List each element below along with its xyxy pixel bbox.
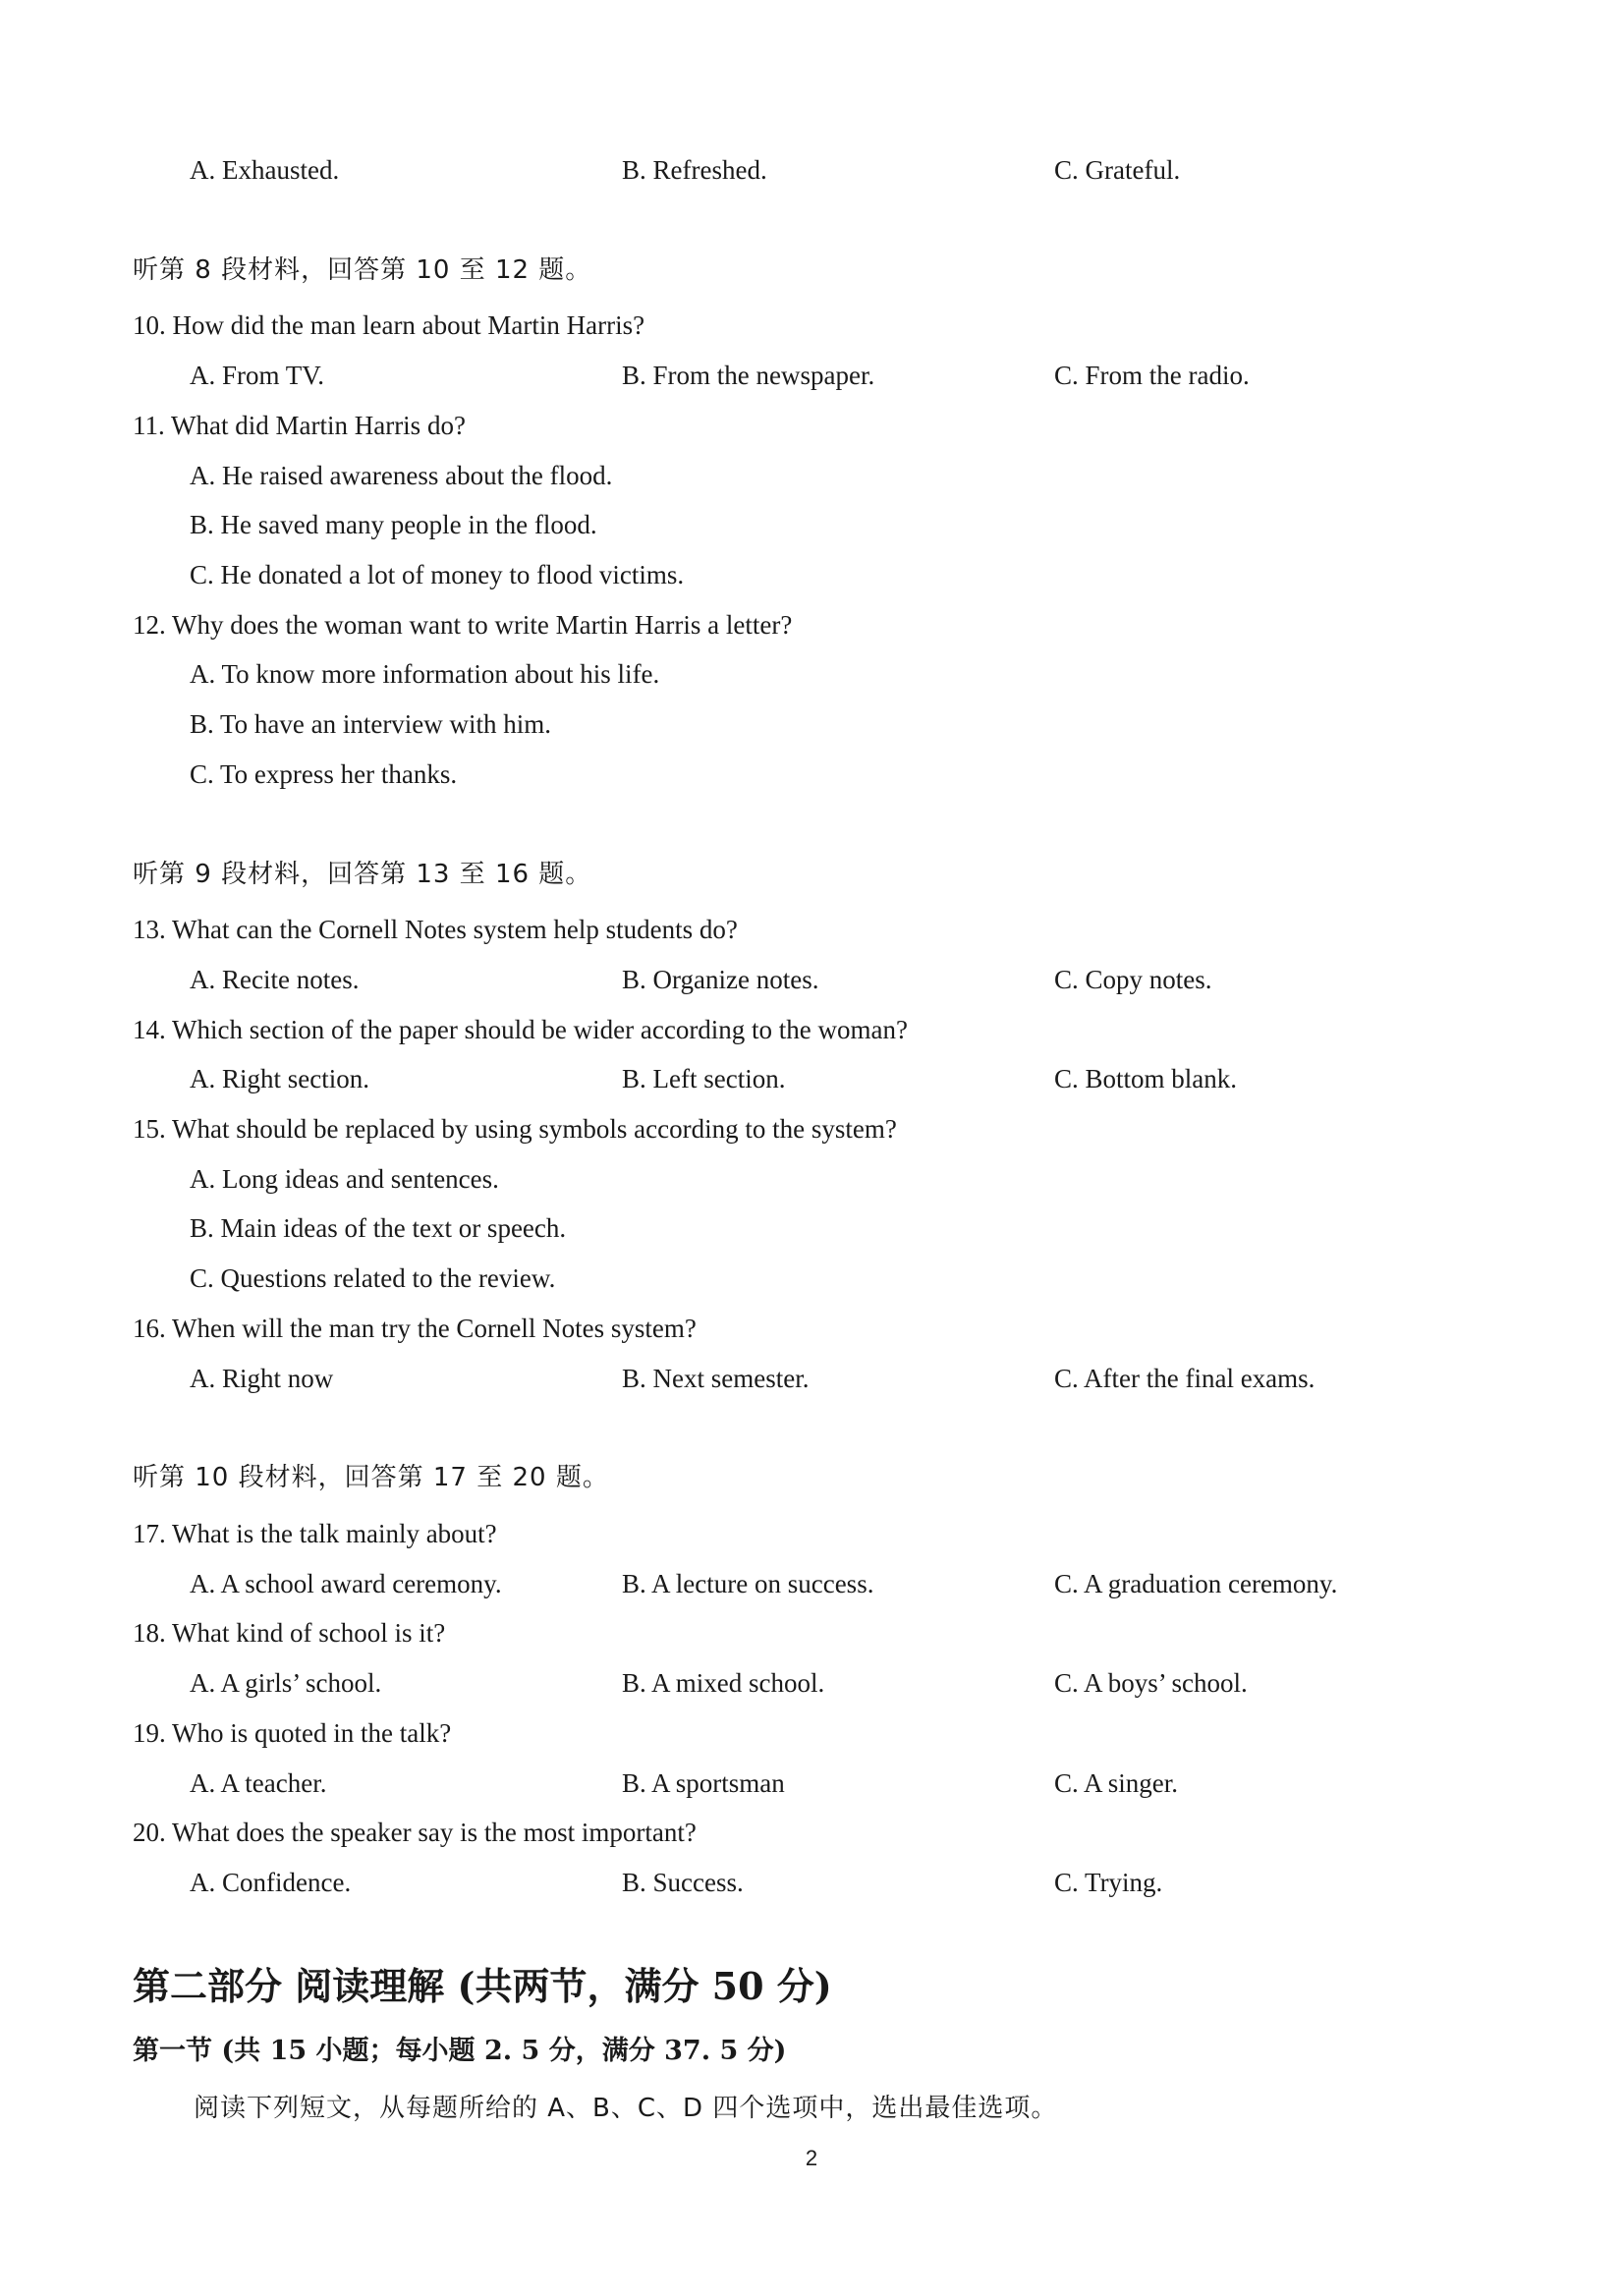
q12-text: 12. Why does the woman want to write Martin Harris a letter? — [133, 610, 793, 640]
q19-text: 19. Who is quoted in the talk? — [133, 1718, 452, 1748]
q12-option-a: A. To know more information about his life. — [190, 659, 660, 689]
q14-option-c: C. Bottom blank. — [1054, 1064, 1238, 1093]
q16-option-c: C. After the final exams. — [1054, 1364, 1315, 1393]
q9-option-b: B. Refreshed. — [622, 155, 767, 185]
q17-option-b: B. A lecture on success. — [622, 1569, 874, 1598]
q17-option-a: A. A school award ceremony. — [190, 1569, 502, 1598]
part2-subtitle: 第一节 (共 15 小题；每小题 2. 5 分，满分 37. 5 分) — [133, 2036, 787, 2066]
q13-option-a: A. Recite notes. — [190, 965, 360, 994]
q15-option-c: C. Questions related to the review. — [190, 1263, 556, 1293]
q18-option-c: C. A boys’ school. — [1054, 1668, 1248, 1698]
q16-text: 16. When will the man try the Cornell Notes system? — [133, 1314, 697, 1343]
q13-option-c: C. Copy notes. — [1054, 965, 1212, 994]
q15-option-b: B. Main ideas of the text or speech. — [190, 1213, 567, 1243]
q20-option-b: B. Success. — [622, 1868, 744, 1897]
q11-option-c: C. He donated a lot of money to flood victims. — [190, 560, 685, 589]
q19-option-a: A. A teacher. — [190, 1768, 327, 1798]
q12-option-b: B. To have an interview with him. — [190, 709, 552, 739]
section10-instruction: 听第 10 段材料，回答第 17 至 20 题。 — [133, 1463, 609, 1492]
q16-option-a: A. Right now — [190, 1364, 334, 1393]
q17-text: 17. What is the talk mainly about? — [133, 1519, 497, 1548]
q18-option-a: A. A girls’ school. — [190, 1668, 382, 1698]
part2-instruction: 阅读下列短文，从每题所给的 A、B、C、D 四个选项中，选出最佳选项。 — [194, 2094, 1058, 2123]
q15-text: 15. What should be replaced by using symbols according to the system? — [133, 1114, 897, 1144]
q10-option-c: C. From the radio. — [1054, 361, 1250, 390]
q17-option-c: C. A graduation ceremony. — [1054, 1569, 1338, 1598]
q20-text: 20. What does the speaker say is the most important? — [133, 1818, 697, 1847]
q14-option-a: A. Right section. — [190, 1064, 369, 1093]
part2-title: 第二部分 阅读理解 (共两节，满分 50 分) — [133, 1964, 832, 2008]
q11-text: 11. What did Martin Harris do? — [133, 411, 466, 440]
q18-option-b: B. A mixed school. — [622, 1668, 825, 1698]
page-number: 2 — [805, 2146, 818, 2170]
q12-option-c: C. To express her thanks. — [190, 759, 458, 789]
q19-option-c: C. A singer. — [1054, 1768, 1179, 1798]
q11-option-b: B. He saved many people in the flood. — [190, 510, 597, 539]
q13-text: 13. What can the Cornell Notes system help students do? — [133, 915, 738, 944]
q9-option-a: A. Exhausted. — [190, 155, 340, 185]
q10-text: 10. How did the man learn about Martin Harris? — [133, 310, 645, 340]
q10-option-b: B. From the newspaper. — [622, 361, 875, 390]
section9-instruction: 听第 9 段材料，回答第 13 至 16 题。 — [133, 860, 592, 889]
q16-option-b: B. Next semester. — [622, 1364, 810, 1393]
q14-option-b: B. Left section. — [622, 1064, 786, 1093]
q18-text: 18. What kind of school is it? — [133, 1618, 446, 1648]
q20-option-c: C. Trying. — [1054, 1868, 1163, 1897]
section8-instruction: 听第 8 段材料，回答第 10 至 12 题。 — [133, 255, 592, 285]
q9-option-c: C. Grateful. — [1054, 155, 1181, 185]
q19-option-b: B. A sportsman — [622, 1768, 785, 1798]
q11-option-a: A. He raised awareness about the flood. — [190, 461, 613, 490]
q14-text: 14. Which section of the paper should be wider according to the woman? — [133, 1015, 909, 1044]
q10-option-a: A. From TV. — [190, 361, 325, 390]
q20-option-a: A. Confidence. — [190, 1868, 352, 1897]
q15-option-a: A. Long ideas and sentences. — [190, 1164, 499, 1194]
q13-option-b: B. Organize notes. — [622, 965, 819, 994]
